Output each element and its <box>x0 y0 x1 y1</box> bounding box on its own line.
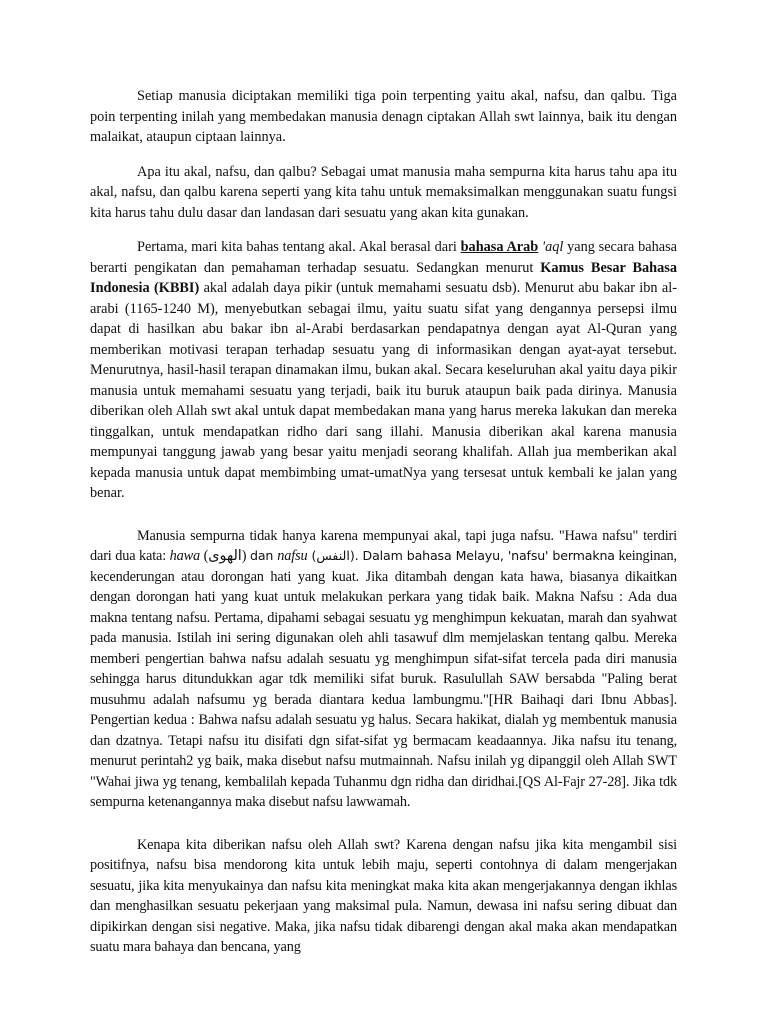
nafsu-text-a: Manusia sempurna tidak hanya karena mempunyai akal, tapi juga nafsu. "Hawa nafsu" terdiri dari dua kata: <box>90 527 677 564</box>
nafsu-text-b: keinginan, kecenderungan atau dorongan hati yang kuat. Jika ditambah dengan kata hawa, biasanya dikaitkan dengan dorongan hati yang kuat untuk melakukan perkara yang tidak baik. Makna Nafsu : Ada dua makna tentang nafsu. Pertama, dipahami sebagai sesuatu yg menghimpun kekuatan, marah dan syahwat pada manusia. Istilah ini sering digunakan oleh ahli tasawuf dlm memjelaskan tentang qalbu. Mereka memberi pengertian bahwa nafsu adalah sesuatu yg menghimpun sifat-sifat tercela pada diri manusia sehingga harus ditundukkan agar tdk memiliki sifat buruk. Rasulullah SAW bersabda "Paling berat musuhmu adalah nafsumu yg berada diantara kedua lambungmu."[HR Baihaqi dari Ibnu Abbas]. Pengertian kedua : Bahwa nafsu adalah sesuatu yg halus. Secara hakikat, dialah yg membentuk manusia dan dzatnya. Tetapi nafsu itu disifati dgn sifat-sifat yg bermacam keadaannya. Jika nafsu itu tenang, menurut perintah2 yg baik, maka disebut nafsu mutmainnah. Nafsu inilah yg dipanggil oleh Allah SWT "Wahai jiwa yg tenang, kembalilah kepada Tuhanmu dgn ridha dan diridhai.[QS Al-Fajr 27-28]. Jika tdk sempurna ketenangannya maka disebut nafsu lawwamah. <box>90 548 677 810</box>
hawa-arabic: (الهوى) <box>200 548 250 564</box>
bahasa-arab-link[interactable]: bahasa Arab <box>460 239 539 255</box>
dan-word: dan <box>250 548 278 563</box>
nafsu-term: nafsu <box>277 548 308 564</box>
akal-text-d: akal adalah daya pikir (untuk memahami sesuatu dsb). Menurut abu bakar ibn al-arabi (1165-1240 M), menyebutkan sebagai ilmu, yaitu suatu sifat yang dengannya persepsi ilmu dapat di hasilkan abu bakar ibn al-Arabi berdasarkan pendapatnya dengan ayat Al-Quran yang memberikan motivasi terapan terhadap sesuatu yang di informasikan dengan ayat-ayat tersebut. Menurutnya, hasil-hasil terapan dinamakan ilmu, bukan akal. Secara keseluruhan akal yaitu daya pikir manusia untuk memahami sesuatu yang terjadi, baik itu buruk ataupun baik pada dirinya. Manusia diberikan oleh Allah swt akal untuk dapat membedakan mana yang harus mereka lakukan dan mereka tinggalkan, untuk mendapatkan ridho dari sang illahi. Manusia diberikan akal karena manusia mempunyai tanggung jawab yang besar yaitu menjadi seorang khalifah. Allah jua memberikan akal kepada manusia untuk dapat membimbing umat-umatNya yang tersesat untuk kembali ke jalan yang benar. <box>90 280 677 501</box>
nafsu-arabic-melayu: (النفس). Dalam bahasa Melayu, 'nafsu' bermakna <box>307 548 615 563</box>
paragraph-akal <box>90 237 677 504</box>
paragraph-nafsu <box>90 526 677 813</box>
akal-text-c: yang secara bahasa berarti pengikatan dan pemahaman terhadap sesuatu. Sedangkan menurut <box>90 239 678 276</box>
paragraph-question: Apa itu akal, nafsu, dan qalbu? Sebagai umat manusia maha sempurna kita harus tahu apa itu akal, nafsu, dan qalbu karena seperti yang kita tahu untuk memaksimalkan menggunakan suatu fungsi kita harus tahu dulu dasar dan landasan dari sesuatu yang akan kita gunakan. <box>90 163 677 221</box>
document-page <box>90 86 677 972</box>
hawa-term: hawa <box>169 548 201 564</box>
paragraph-why-nafsu: Kenapa kita diberikan nafsu oleh Allah swt? Karena dengan nafsu jika kita mengambil sisi positifnya, nafsu bisa mendorong kita untuk lebih maju, seperti contohnya di dalam mengerjakan sesuatu, jika kita menyukainya dan nafsu kita meningkat maka kita akan mengerjakannya dengan ikhlas dan menghasilkan sesuatu pekerjaan yang maksimal pula. Namun, dewasa ini nafsu sering dibuat dan dipikirkan dengan sisi negative. Maka, jika nafsu tidak dibarengi dengan akal maka akan mendapatkan suatu mara bahaya dan bencana, yang <box>90 836 677 955</box>
kbbi-term: Kamus Besar Bahasa Indonesia (KBBI) <box>90 259 677 296</box>
akal-text-a: Pertama, mari kita bahas tentang akal. Akal berasal dari <box>137 239 461 255</box>
paragraph-intro: Setiap manusia diciptakan memiliki tiga poin terpenting yaitu akal, nafsu, dan qalbu. Tiga poin terpenting inilah yang membedakan manusia denagn ciptakan Allah swt lainnya, baik itu dengan malaikat, ataupun ciptaan lainnya. <box>90 88 677 145</box>
aql-term: 'aql <box>542 239 564 255</box>
